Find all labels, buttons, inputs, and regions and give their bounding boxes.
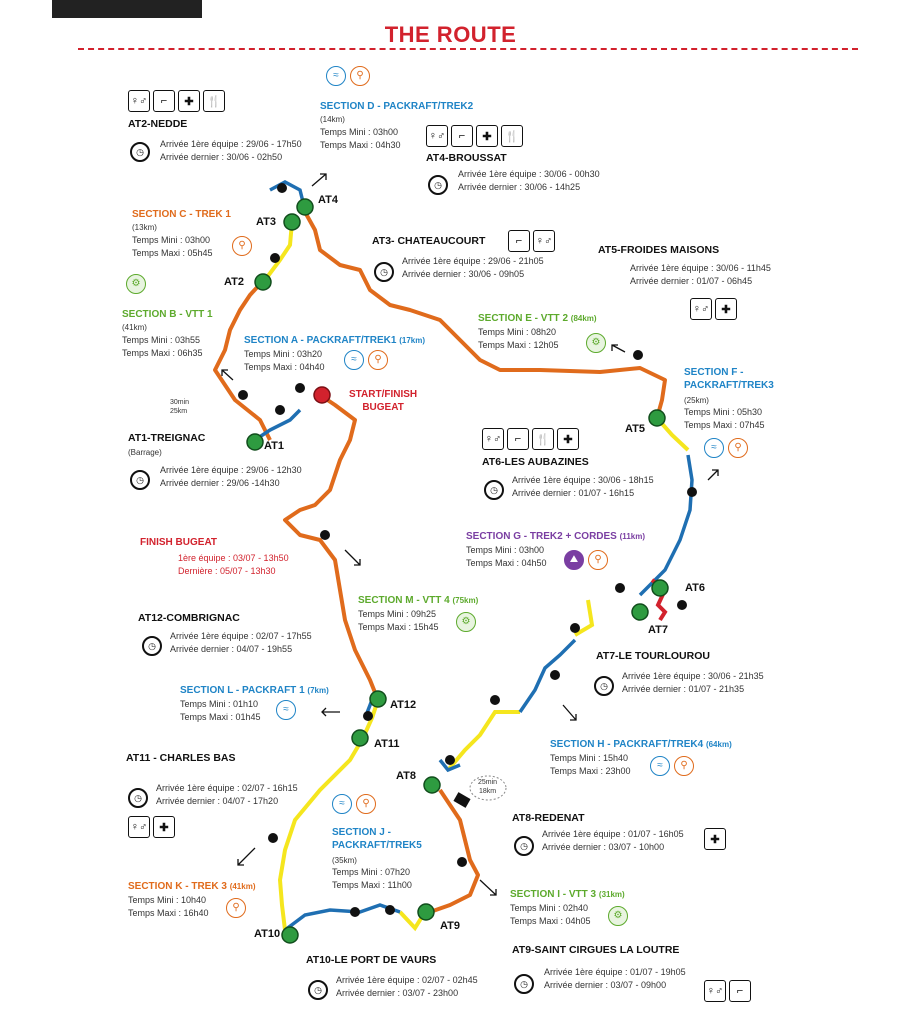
section-k-mini: Temps Mini : 10h40 <box>128 895 207 905</box>
section-c-mini: Temps Mini : 03h00 <box>132 235 211 245</box>
at6-name: AT6-LES AUBAZINES <box>482 456 589 468</box>
first-aid-cross-icon: ✚ <box>476 125 498 147</box>
label-at6: AT6 <box>685 582 705 594</box>
node-at2 <box>255 274 271 290</box>
at8-services <box>704 828 726 850</box>
at12-times <box>170 630 312 656</box>
node-at1 <box>247 434 263 450</box>
section-j-title1: SECTION J - <box>332 827 391 838</box>
section-f-maxi: Temps Maxi : 07h45 <box>684 420 765 430</box>
at1-arr2: Arrivée dernier : 29/06 -14h30 <box>160 478 280 488</box>
section-b-times <box>122 334 203 360</box>
bike-icon: ⚙ <box>586 333 606 353</box>
note-30min-l2: 25km <box>170 408 188 415</box>
label-at1: AT1 <box>264 440 284 452</box>
section-g-title-text: SECTION G - TREK2 + CORDES <box>466 531 617 542</box>
label-at5: AT5 <box>625 423 645 435</box>
first-aid-cross-icon: ✚ <box>715 298 737 320</box>
fork-knife-icon: 🍴 <box>532 428 554 450</box>
section-e-title <box>478 312 597 325</box>
page-title: THE ROUTE <box>384 22 517 47</box>
section-a-acts <box>340 350 388 370</box>
route-orange-d <box>430 790 478 912</box>
at2-times <box>160 138 302 164</box>
section-f-title <box>684 366 774 392</box>
section-d-acts <box>322 66 370 86</box>
section-e-dist: (84km) <box>570 314 597 323</box>
section-h-times <box>550 752 631 778</box>
section-g-title <box>466 530 645 543</box>
section-j-title <box>332 826 422 852</box>
at8-arr2: Arrivée dernier : 03/07 - 10h00 <box>542 842 665 852</box>
at8-name: AT8-REDENAT <box>512 812 585 824</box>
toilets-icon: ♀♂ <box>690 298 712 320</box>
at4-arr1: Arrivée 1ère équipe : 30/06 - 00h30 <box>458 169 600 179</box>
stopwatch-icon: ◷ <box>594 676 614 696</box>
section-m-maxi: Temps Maxi : 15h45 <box>358 622 439 632</box>
label-at8: AT8 <box>396 770 416 782</box>
section-e-maxi: Temps Maxi : 12h05 <box>478 340 559 350</box>
at11-arr1: Arrivée 1ère équipe : 02/07 - 16h15 <box>156 783 298 793</box>
finish-l1: 1ère équipe : 03/07 - 13h50 <box>178 553 289 563</box>
fork-knife-icon: 🍴 <box>203 90 225 112</box>
section-j-title2: PACKRAFT/TREK5 <box>332 840 422 851</box>
stopwatch-icon: ◷ <box>514 974 534 994</box>
section-j-maxi: Temps Maxi : 11h00 <box>332 880 412 890</box>
fork-knife-icon: 🍴 <box>501 125 523 147</box>
box-marker-icon <box>453 792 470 808</box>
arrow-at1 <box>222 370 233 380</box>
section-l-title-text: SECTION L - PACKRAFT 1 <box>180 685 305 696</box>
at8-times <box>542 828 684 854</box>
section-c-acts <box>228 236 252 256</box>
at5-name: AT5-FROIDES MAISONS <box>598 244 720 256</box>
stopwatch-icon: ◷ <box>484 480 504 500</box>
section-l-acts <box>272 700 296 720</box>
at11-times <box>156 782 298 808</box>
at9-arr2: Arrivée dernier : 03/07 - 09h00 <box>544 980 667 990</box>
packraft-icon: ≈ <box>704 438 724 458</box>
section-h-maxi: Temps Maxi : 23h00 <box>550 766 631 776</box>
section-c-dist: (13km) <box>132 223 157 232</box>
first-aid-cross-icon: ✚ <box>178 90 200 112</box>
bike-marker-icon-4 <box>320 530 330 540</box>
at9-name: AT9-SAINT CIRGUES LA LOUTRE <box>512 944 680 956</box>
water-tap-icon: ⌐ <box>729 980 751 1002</box>
bike-icon: ⚙ <box>456 612 476 632</box>
section-a-mini: Temps Mini : 03h20 <box>244 349 323 359</box>
label-at11: AT11 <box>374 738 400 750</box>
climbing-rope-icon: ⛰ <box>564 550 584 570</box>
section-k-title-text: SECTION K - TREK 3 <box>128 881 227 892</box>
note-bubble-l1: 25min <box>478 779 498 786</box>
node-at8 <box>424 777 440 793</box>
at1-name: AT1-TREIGNAC <box>128 432 206 444</box>
section-b-maxi: Temps Maxi : 06h35 <box>122 348 203 358</box>
water-tap-icon: ⌐ <box>508 230 530 252</box>
kayak-marker-icon-7 <box>363 711 373 721</box>
bike-icon: ⚙ <box>608 906 628 926</box>
node-at10 <box>282 927 298 943</box>
section-i-acts <box>604 906 628 926</box>
at11-services <box>128 816 175 838</box>
toilets-icon: ♀♂ <box>704 980 726 1002</box>
finish-times <box>178 552 289 578</box>
at6-arr2: Arrivée dernier : 01/07 - 16h15 <box>512 488 635 498</box>
at5-arr2: Arrivée dernier : 01/07 - 06h45 <box>630 276 753 286</box>
arrow-l <box>322 708 340 716</box>
packraft-icon: ≈ <box>332 794 352 814</box>
section-h-title-text: SECTION H - PACKRAFT/TREK4 <box>550 739 704 750</box>
at7-name: AT7-LE TOURLOUROU <box>596 650 710 662</box>
section-f-title2: PACKRAFT/TREK3 <box>684 380 774 391</box>
note-30min-l1: 30min <box>170 399 190 406</box>
water-tap-icon: ⌐ <box>153 90 175 112</box>
section-j-dist: (35km) <box>332 856 357 865</box>
hiker-marker-icon-3 <box>615 583 625 593</box>
section-g-acts <box>560 550 608 570</box>
packraft-icon: ≈ <box>344 350 364 370</box>
trek-icon: ⚲ <box>674 756 694 776</box>
stopwatch-icon: ◷ <box>142 636 162 656</box>
stopwatch-icon: ◷ <box>130 142 150 162</box>
rope-marker-icon <box>677 600 687 610</box>
section-m-dist: (75km) <box>452 596 479 605</box>
toilets-icon: ♀♂ <box>128 816 150 838</box>
toilets-icon: ♀♂ <box>426 125 448 147</box>
bike-marker-icon-3 <box>457 857 467 867</box>
route-yellow-d <box>448 712 520 770</box>
at10-name: AT10-LE PORT DE VAURS <box>306 954 437 966</box>
start-label-line2: BUGEAT <box>362 402 404 413</box>
section-a-maxi: Temps Maxi : 04h40 <box>244 362 325 372</box>
kayak-marker-icon <box>277 183 287 193</box>
hiker-marker-icon-4 <box>570 623 580 633</box>
label-at10: AT10 <box>254 928 281 940</box>
at4-name: AT4-BROUSSAT <box>426 152 507 164</box>
at3-times <box>402 255 544 281</box>
trek-icon: ⚲ <box>226 898 246 918</box>
section-a-dist: (17km) <box>399 336 425 345</box>
stopwatch-icon: ◷ <box>514 836 534 856</box>
at7-arr1: Arrivée 1ère équipe : 30/06 - 21h35 <box>622 671 764 681</box>
section-g-times <box>466 544 547 570</box>
section-l-mini: Temps Mini : 01h10 <box>180 699 259 709</box>
node-at11 <box>352 730 368 746</box>
section-g-maxi: Temps Maxi : 04h50 <box>466 558 547 568</box>
water-tap-icon: ⌐ <box>507 428 529 450</box>
trek-icon: ⚲ <box>368 350 388 370</box>
section-i-times <box>510 902 591 928</box>
water-tap-icon: ⌐ <box>451 125 473 147</box>
node-at7 <box>632 604 648 620</box>
section-i-title <box>510 888 625 901</box>
finish-l2: Dernière : 05/07 - 13h30 <box>178 566 276 576</box>
section-f-dist: (25km) <box>684 396 709 405</box>
section-c-times <box>132 234 213 260</box>
trek-icon: ⚲ <box>728 438 748 458</box>
section-h-mini: Temps Mini : 15h40 <box>550 753 629 763</box>
note-bubble <box>478 778 497 796</box>
label-at4: AT4 <box>318 194 338 206</box>
at1-arr1: Arrivée 1ère équipe : 29/06 - 12h30 <box>160 465 302 475</box>
at5-arr1: Arrivée 1ère équipe : 30/06 - 11h45 <box>630 263 771 273</box>
section-g-dist: (11km) <box>619 532 645 541</box>
toilets-icon: ♀♂ <box>128 90 150 112</box>
trek-icon: ⚲ <box>232 236 252 256</box>
section-e-title-text: SECTION E - VTT 2 <box>478 313 569 324</box>
at11-name: AT11 - CHARLES BAS <box>126 752 236 764</box>
section-k-maxi: Temps Maxi : 16h40 <box>128 908 209 918</box>
trek-icon: ⚲ <box>588 550 608 570</box>
hiker-marker-icon-7 <box>268 833 278 843</box>
at10-times <box>336 974 478 1000</box>
stopwatch-icon: ◷ <box>428 175 448 195</box>
section-a-title <box>244 334 425 347</box>
at12-name: AT12-COMBRIGNAC <box>138 612 240 624</box>
at10-arr1: Arrivée 1ère équipe : 02/07 - 02h45 <box>336 975 478 985</box>
section-h-acts <box>646 756 694 776</box>
label-at9: AT9 <box>440 920 460 932</box>
kayak-marker-icon-2 <box>295 383 305 393</box>
arrow-e <box>612 345 625 352</box>
label-at3: AT3 <box>256 216 276 228</box>
section-i-maxi: Temps Maxi : 04h05 <box>510 916 591 926</box>
section-h-dist: (64km) <box>705 740 732 749</box>
section-a-title-text: SECTION A - PACKRAFT/TREK1 <box>244 335 397 346</box>
at9-times <box>544 966 686 992</box>
start-finish-label <box>349 388 417 414</box>
route-yellow-a <box>265 222 292 280</box>
hiker-marker-icon <box>270 253 280 263</box>
trek-icon: ⚲ <box>356 794 376 814</box>
finish-title: FINISH BUGEAT <box>140 537 218 548</box>
section-e-mini: Temps Mini : 08h20 <box>478 327 557 337</box>
kayak-marker-icon-3 <box>687 487 697 497</box>
at2-arr1: Arrivée 1ère équipe : 29/06 - 17h50 <box>160 139 302 149</box>
at4-services <box>426 125 523 147</box>
node-at4 <box>297 199 313 215</box>
section-b-acts <box>122 274 146 294</box>
note-bubble-l2: 18km <box>478 788 497 795</box>
section-j-mini: Temps Mini : 07h20 <box>332 867 411 877</box>
at9-arr1: Arrivée 1ère équipe : 01/07 - 19h05 <box>544 967 686 977</box>
section-b-mini: Temps Mini : 03h55 <box>122 335 201 345</box>
packraft-icon: ≈ <box>276 700 296 720</box>
section-m-times <box>358 608 439 634</box>
at5-services <box>690 298 737 320</box>
label-at12: AT12 <box>390 699 417 711</box>
at11-arr2: Arrivée dernier : 04/07 - 17h20 <box>156 796 279 806</box>
packraft-icon: ≈ <box>650 756 670 776</box>
section-m-title <box>358 594 478 607</box>
node-at12 <box>370 691 386 707</box>
label-at7: AT7 <box>648 624 668 636</box>
at6-arr1: Arrivée 1ère équipe : 30/06 - 18h15 <box>512 475 654 485</box>
arrow-k <box>238 848 255 865</box>
at6-times <box>512 474 654 500</box>
section-k-title <box>128 880 255 893</box>
at9-services <box>704 980 751 1002</box>
section-f-acts <box>700 438 748 458</box>
section-i-title-text: SECTION I - VTT 3 <box>510 889 597 900</box>
first-aid-cross-icon: ✚ <box>153 816 175 838</box>
trek-icon: ⚲ <box>350 66 370 86</box>
section-l-title <box>180 684 329 697</box>
arrow-m <box>345 550 360 565</box>
section-j-times <box>332 866 412 892</box>
section-m-acts <box>452 612 476 632</box>
section-d-dist: (14km) <box>320 115 345 124</box>
section-m-mini: Temps Mini : 09h25 <box>358 609 437 619</box>
first-aid-cross-icon: ✚ <box>704 828 726 850</box>
hiker-marker-icon-5 <box>490 695 500 705</box>
hiker-marker-icon-6 <box>350 907 360 917</box>
section-d-maxi: Temps Maxi : 04h30 <box>320 140 401 150</box>
at2-name: AT2-NEDDE <box>128 118 188 130</box>
hiker-marker-icon-2 <box>275 405 285 415</box>
section-k-times <box>128 894 209 920</box>
section-j-acts <box>328 794 376 814</box>
section-h-title <box>550 738 732 751</box>
at5-times <box>630 262 771 288</box>
section-l-dist: (7km) <box>307 686 329 695</box>
section-a-times <box>244 348 325 374</box>
section-l-maxi: Temps Maxi : 01h45 <box>180 712 261 722</box>
at8-arr1: Arrivée 1ère équipe : 01/07 - 16h05 <box>542 829 684 839</box>
first-aid-cross-icon: ✚ <box>557 428 579 450</box>
stopwatch-icon: ◷ <box>374 262 394 282</box>
at3-name: AT3- CHATEAUCOURT <box>372 235 486 247</box>
section-e-acts <box>582 333 606 353</box>
at10-arr2: Arrivée dernier : 03/07 - 23h00 <box>336 988 459 998</box>
section-g-mini: Temps Mini : 03h00 <box>466 545 545 555</box>
arrow-at4 <box>312 174 326 186</box>
packraft-icon: ≈ <box>326 66 346 86</box>
section-i-mini: Temps Mini : 02h40 <box>510 903 589 913</box>
bike-icon: ⚙ <box>126 274 146 294</box>
at7-arr2: Arrivée dernier : 01/07 - 21h35 <box>622 684 745 694</box>
at4-arr2: Arrivée dernier : 30/06 - 14h25 <box>458 182 581 192</box>
at12-arr2: Arrivée dernier : 04/07 - 19h55 <box>170 644 293 654</box>
toilets-icon: ♀♂ <box>533 230 555 252</box>
stopwatch-icon: ◷ <box>130 470 150 490</box>
route-blue-d <box>285 905 400 930</box>
label-at2: AT2 <box>224 276 244 288</box>
at6-services <box>482 428 579 450</box>
at1-sub: (Barrage) <box>128 448 162 457</box>
at12-arr1: Arrivée 1ère équipe : 02/07 - 17h55 <box>170 631 312 641</box>
bike-marker-icon-2 <box>633 350 643 360</box>
arrow-i <box>480 880 496 895</box>
note-30min <box>170 398 189 416</box>
section-b-title: SECTION B - VTT 1 <box>122 309 213 320</box>
stopwatch-icon: ◷ <box>308 980 328 1000</box>
at2-services <box>128 90 225 112</box>
section-m-title-text: SECTION M - VTT 4 <box>358 595 450 606</box>
kayak-marker-icon-5 <box>445 755 455 765</box>
section-f-title1: SECTION F - <box>684 367 744 378</box>
kayak-marker-icon-4 <box>550 670 560 680</box>
arrow-h <box>563 705 576 720</box>
section-f-times <box>684 406 765 432</box>
section-d-mini: Temps Mini : 03h00 <box>320 127 399 137</box>
section-e-times <box>478 326 559 352</box>
route-blue-c <box>520 640 575 712</box>
start-label-line1: START/FINISH <box>349 389 418 400</box>
at2-arr2: Arrivée dernier : 30/06 - 02h50 <box>160 152 283 162</box>
at3-arr1: Arrivée 1ère équipe : 29/06 - 21h05 <box>402 256 544 266</box>
section-f-mini: Temps Mini : 05h30 <box>684 407 763 417</box>
at4-times <box>458 168 600 194</box>
at1-times <box>160 464 302 490</box>
at3-arr2: Arrivée dernier : 30/06 - 09h05 <box>402 269 525 279</box>
node-at9 <box>418 904 434 920</box>
node-at5 <box>649 410 665 426</box>
section-k-dist: (41km) <box>229 882 256 891</box>
kayak-marker-icon-6 <box>385 905 395 915</box>
section-d-times <box>320 126 401 152</box>
stopwatch-icon: ◷ <box>128 788 148 808</box>
toilets-icon: ♀♂ <box>482 428 504 450</box>
bike-marker-icon <box>238 390 248 400</box>
section-k-acts <box>222 898 246 918</box>
section-b-dist: (41km) <box>122 323 147 332</box>
section-c-maxi: Temps Maxi : 05h45 <box>132 248 213 258</box>
arrow-g <box>708 470 718 480</box>
at3-services <box>508 230 555 252</box>
node-at6 <box>652 580 668 596</box>
section-c-title: SECTION C - TREK 1 <box>132 209 231 220</box>
section-l-times <box>180 698 261 724</box>
section-d-title: SECTION D - PACKRAFT/TREK2 <box>320 101 474 112</box>
node-start-finish <box>314 387 330 403</box>
at7-times <box>622 670 764 696</box>
section-i-dist: (31km) <box>598 890 625 899</box>
node-at3 <box>284 214 300 230</box>
